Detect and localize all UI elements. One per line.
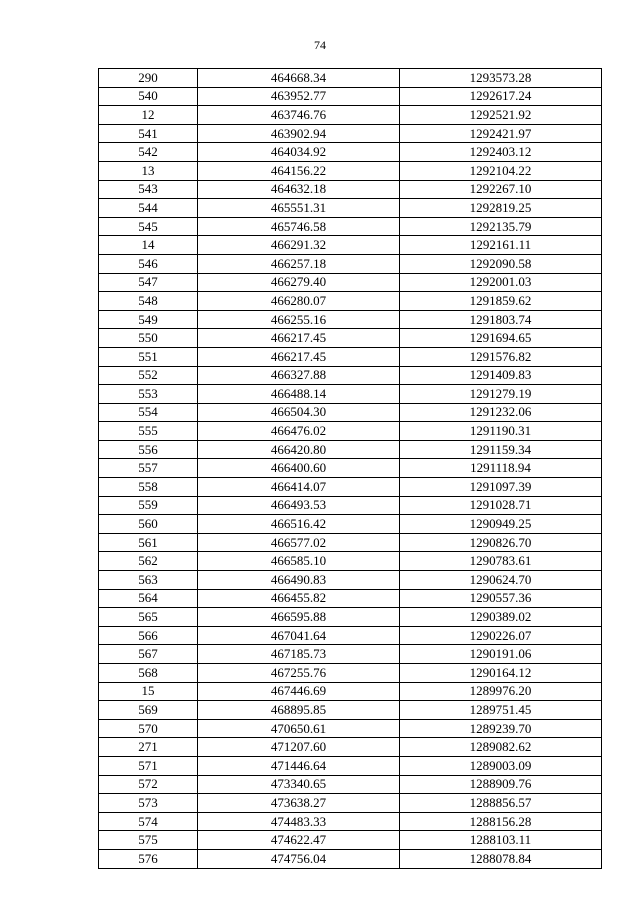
table-row [99,719,602,738]
point-id-cell: 544 [99,199,198,218]
y-coordinate-cell: 1290557.36 [400,589,602,608]
table-row [99,161,602,180]
x-coordinate-cell: 470650.61 [198,719,400,738]
y-coordinate-cell: 1291159.34 [400,440,602,459]
table-row [99,645,602,664]
point-id-cell: 545 [99,217,198,236]
x-coordinate-cell: 464156.22 [198,161,400,180]
y-coordinate-cell: 1290191.06 [400,645,602,664]
x-coordinate-cell: 466516.42 [198,515,400,534]
table-row [99,682,602,701]
x-coordinate-cell: 466455.82 [198,589,400,608]
y-coordinate-cell: 1292161.11 [400,236,602,255]
x-coordinate-cell: 468895.85 [198,701,400,720]
point-id-cell: 567 [99,645,198,664]
y-coordinate-cell: 1288103.11 [400,831,602,850]
x-coordinate-cell: 463746.76 [198,106,400,125]
x-coordinate-cell: 466414.07 [198,478,400,497]
table-row [99,496,602,515]
point-id-cell: 558 [99,478,198,497]
y-coordinate-cell: 1291028.71 [400,496,602,515]
x-coordinate-cell: 471446.64 [198,756,400,775]
point-id-cell: 542 [99,143,198,162]
point-id-cell: 561 [99,533,198,552]
x-coordinate-cell: 466280.07 [198,292,400,311]
y-coordinate-cell: 1292819.25 [400,199,602,218]
point-id-cell: 575 [99,831,198,850]
table-row [99,831,602,850]
point-id-cell: 14 [99,236,198,255]
point-id-cell: 573 [99,794,198,813]
y-coordinate-cell: 1289239.70 [400,719,602,738]
table-row [99,199,602,218]
table-row [99,459,602,478]
table-row [99,143,602,162]
point-id-cell: 547 [99,273,198,292]
table-row [99,106,602,125]
point-id-cell: 15 [99,682,198,701]
x-coordinate-cell: 466217.45 [198,347,400,366]
table-row [99,849,602,868]
point-id-cell: 559 [99,496,198,515]
point-id-cell: 570 [99,719,198,738]
x-coordinate-cell: 474756.04 [198,849,400,868]
x-coordinate-cell: 466595.88 [198,608,400,627]
table-row [99,794,602,813]
point-id-cell: 540 [99,87,198,106]
x-coordinate-cell: 465746.58 [198,217,400,236]
x-coordinate-cell: 467185.73 [198,645,400,664]
table-row [99,478,602,497]
point-id-cell: 550 [99,329,198,348]
y-coordinate-cell: 1291232.06 [400,403,602,422]
table-row [99,701,602,720]
table-row [99,533,602,552]
point-id-cell: 560 [99,515,198,534]
point-id-cell: 564 [99,589,198,608]
x-coordinate-cell: 466476.02 [198,422,400,441]
y-coordinate-cell: 1291576.82 [400,347,602,366]
y-coordinate-cell: 1290226.07 [400,626,602,645]
table-row [99,775,602,794]
x-coordinate-cell: 474622.47 [198,831,400,850]
y-coordinate-cell: 1288078.84 [400,849,602,868]
table-row [99,571,602,590]
y-coordinate-cell: 1292001.03 [400,273,602,292]
table-row [99,664,602,683]
point-id-cell: 12 [99,106,198,125]
x-coordinate-cell: 474483.33 [198,812,400,831]
y-coordinate-cell: 1291118.94 [400,459,602,478]
x-coordinate-cell: 463902.94 [198,124,400,143]
point-id-cell: 546 [99,254,198,273]
point-id-cell: 571 [99,756,198,775]
point-id-cell: 572 [99,775,198,794]
table-row [99,626,602,645]
point-id-cell: 557 [99,459,198,478]
table-row [99,273,602,292]
point-id-cell: 569 [99,701,198,720]
table-row [99,217,602,236]
x-coordinate-cell: 466493.53 [198,496,400,515]
y-coordinate-cell: 1289976.20 [400,682,602,701]
x-coordinate-cell: 466490.83 [198,571,400,590]
y-coordinate-cell: 1290949.25 [400,515,602,534]
table-row [99,310,602,329]
x-coordinate-cell: 466577.02 [198,533,400,552]
point-id-cell: 13 [99,161,198,180]
point-id-cell: 554 [99,403,198,422]
table-row [99,236,602,255]
table-row [99,812,602,831]
table-row [99,403,602,422]
point-id-cell: 543 [99,180,198,199]
point-id-cell: 556 [99,440,198,459]
x-coordinate-cell: 473340.65 [198,775,400,794]
y-coordinate-cell: 1291803.74 [400,310,602,329]
point-id-cell: 574 [99,812,198,831]
table-row [99,124,602,143]
table-row [99,589,602,608]
point-id-cell: 555 [99,422,198,441]
x-coordinate-cell: 464034.92 [198,143,400,162]
table-row [99,87,602,106]
y-coordinate-cell: 1291190.31 [400,422,602,441]
table-row [99,254,602,273]
x-coordinate-cell: 464668.34 [198,69,400,88]
point-id-cell: 563 [99,571,198,590]
table-row [99,180,602,199]
point-id-cell: 566 [99,626,198,645]
point-id-cell: 576 [99,849,198,868]
y-coordinate-cell: 1292521.92 [400,106,602,125]
x-coordinate-cell: 465551.31 [198,199,400,218]
x-coordinate-cell: 466255.16 [198,310,400,329]
page-number: 74 [314,38,326,52]
table-row [99,385,602,404]
y-coordinate-cell: 1290783.61 [400,552,602,571]
table-row [99,292,602,311]
table-row [99,738,602,757]
point-id-cell: 548 [99,292,198,311]
y-coordinate-cell: 1292421.97 [400,124,602,143]
point-id-cell: 568 [99,664,198,683]
point-id-cell: 549 [99,310,198,329]
y-coordinate-cell: 1289003.09 [400,756,602,775]
table-row [99,69,602,88]
y-coordinate-cell: 1292267.10 [400,180,602,199]
x-coordinate-cell: 466400.60 [198,459,400,478]
y-coordinate-cell: 1291409.83 [400,366,602,385]
y-coordinate-cell: 1290389.02 [400,608,602,627]
y-coordinate-cell: 1292617.24 [400,87,602,106]
x-coordinate-cell: 473638.27 [198,794,400,813]
table-row [99,608,602,627]
x-coordinate-cell: 467446.69 [198,682,400,701]
table-row [99,440,602,459]
x-coordinate-cell: 464632.18 [198,180,400,199]
point-id-cell: 562 [99,552,198,571]
table-row [99,366,602,385]
table-row [99,515,602,534]
y-coordinate-cell: 1291694.65 [400,329,602,348]
point-id-cell: 541 [99,124,198,143]
x-coordinate-cell: 467041.64 [198,626,400,645]
point-id-cell: 271 [99,738,198,757]
table-row [99,756,602,775]
table-row [99,329,602,348]
x-coordinate-cell: 466327.88 [198,366,400,385]
point-id-cell: 553 [99,385,198,404]
x-coordinate-cell: 466420.80 [198,440,400,459]
y-coordinate-cell: 1291097.39 [400,478,602,497]
y-coordinate-cell: 1290826.70 [400,533,602,552]
y-coordinate-cell: 1288856.57 [400,794,602,813]
x-coordinate-cell: 466291.32 [198,236,400,255]
x-coordinate-cell: 467255.76 [198,664,400,683]
x-coordinate-cell: 471207.60 [198,738,400,757]
y-coordinate-cell: 1293573.28 [400,69,602,88]
point-id-cell: 565 [99,608,198,627]
y-coordinate-cell: 1288909.76 [400,775,602,794]
table-row [99,347,602,366]
x-coordinate-cell: 466504.30 [198,403,400,422]
y-coordinate-cell: 1292403.12 [400,143,602,162]
x-coordinate-cell: 466257.18 [198,254,400,273]
y-coordinate-cell: 1290164.12 [400,664,602,683]
x-coordinate-cell: 466585.10 [198,552,400,571]
point-id-cell: 290 [99,69,198,88]
point-id-cell: 551 [99,347,198,366]
y-coordinate-cell: 1291279.19 [400,385,602,404]
y-coordinate-cell: 1289751.45 [400,701,602,720]
y-coordinate-cell: 1291859.62 [400,292,602,311]
y-coordinate-cell: 1292104.22 [400,161,602,180]
point-id-cell: 552 [99,366,198,385]
y-coordinate-cell: 1292135.79 [400,217,602,236]
table-row [99,422,602,441]
x-coordinate-cell: 463952.77 [198,87,400,106]
table-row [99,552,602,571]
y-coordinate-cell: 1289082.62 [400,738,602,757]
x-coordinate-cell: 466488.14 [198,385,400,404]
coordinates-table [98,68,602,869]
x-coordinate-cell: 466217.45 [198,329,400,348]
y-coordinate-cell: 1292090.58 [400,254,602,273]
y-coordinate-cell: 1290624.70 [400,571,602,590]
coordinates-table-body [99,69,602,869]
x-coordinate-cell: 466279.40 [198,273,400,292]
y-coordinate-cell: 1288156.28 [400,812,602,831]
